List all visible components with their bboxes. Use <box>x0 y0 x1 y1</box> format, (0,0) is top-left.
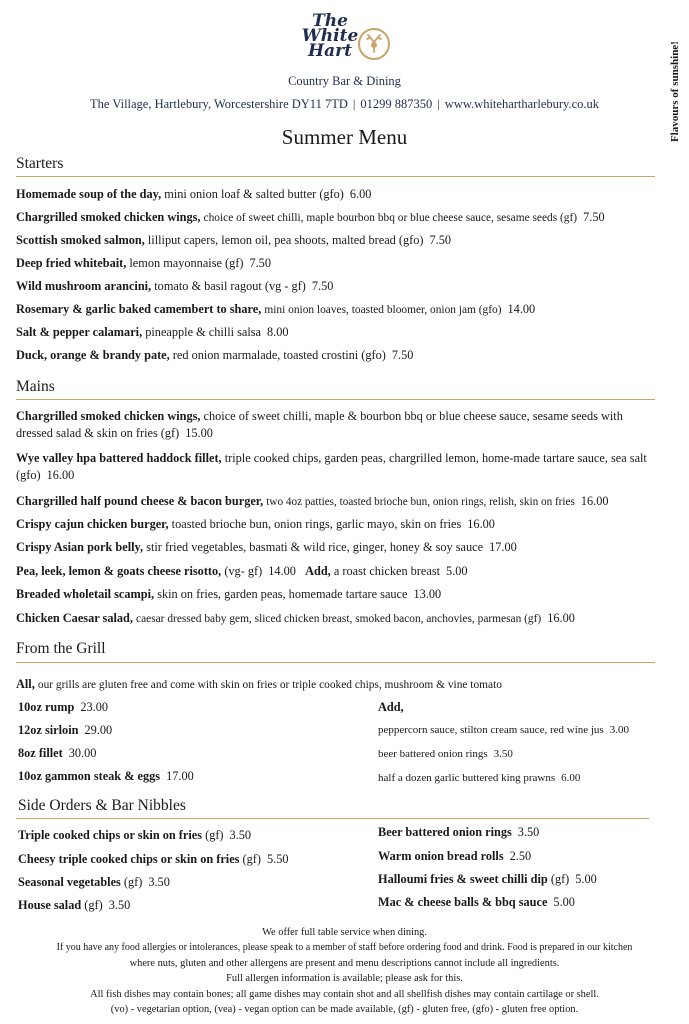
grill-intro: All, our grills are gluten free and come with skin on fries or triple cooked chips, mushroom & vine tomato <box>16 677 502 691</box>
page-title: Summer Menu <box>281 125 408 149</box>
menu-item: Rosemary & garlic baked camembert to share, mini onion loaves, toasted bloomer, onion jam (gfo) 14.00 <box>16 302 536 316</box>
side-item: Warm onion bread rolls 2.50 <box>378 849 532 863</box>
grill-item: 8oz fillet 30.00 <box>18 746 97 760</box>
menu-item: Crispy Asian pork belly, stir fried vegetables, basmati & wild rice, ginger, honey & soy sauce 17.00 <box>16 540 517 554</box>
grill-item: 10oz gammon steak & eggs 17.00 <box>18 769 194 783</box>
grill-item: 10oz rump 23.00 <box>18 700 109 714</box>
side-item: House salad (gf) 3.50 <box>18 898 131 912</box>
section-title-mains: Mains <box>16 378 55 395</box>
side-item: Mac & cheese balls & bbq sauce 5.00 <box>378 895 575 909</box>
footer-notes <box>0 925 689 1017</box>
menu-item: Chargrilled smoked chicken wings, choice of sweet chilli, maple & bourbon bbq or blue cheese sauce, sesame seeds with dressed salad & skin on fries (gf) 15.00 <box>16 409 623 440</box>
menu-item: Chargrilled half pound cheese & bacon burger, two 4oz patties, toasted brioche bun, onion rings, relish, skin on fries 16.00 <box>16 494 609 508</box>
section-divider <box>16 662 655 663</box>
contact-line: The Village, Hartlebury, Worcestershire DY11 7TD | 01299 887350 | www.whitehartharlebury.co.uk <box>89 97 600 111</box>
address: The Village, Hartlebury, Worcestershire DY11 7TD <box>89 97 348 111</box>
website-link[interactable]: www.whitehartharlebury.co.uk <box>444 97 600 111</box>
phone: 01299 887350 <box>360 97 433 111</box>
menu-item: Homemade soup of the day, mini onion loaf & salted butter (gfo) 6.00 <box>16 187 372 201</box>
menu-item: Duck, orange & brandy pate, red onion marmalade, toasted crostini (gfo) 7.50 <box>16 348 414 362</box>
menu-item: Pea, leek, lemon & goats cheese risotto, (vg- gf) 14.00 Add, a roast chicken breast 5.00 <box>16 564 468 578</box>
menu-item: Chicken Caesar salad, caesar dressed baby gem, sliced chicken breast, smoked bacon, anchovies, parmesan (gf) 16.00 <box>16 611 575 625</box>
section-title-sides: Side Orders & Bar Nibbles <box>18 797 186 814</box>
side-slogan: Flavours of sunshine! <box>669 41 681 142</box>
menu-item: Deep fried whitebait, lemon mayonnaise (gf) 7.50 <box>16 256 271 270</box>
grill-add-label: Add, <box>378 700 404 714</box>
menu-item: Breaded wholetail scampi, skin on fries, garden peas, homemade tartare sauce 13.00 <box>16 587 442 601</box>
grill-addon: peppercorn sauce, stilton cream sauce, red wine jus 3.00 <box>378 724 629 736</box>
menu-item: Wye valley hpa battered haddock fillet, triple cooked chips, garden peas, chargrilled lemon, home-made tartare sauce, sea salt (gfo) 16.00 <box>16 451 647 482</box>
side-item: Cheesy triple cooked chips or skin on fries (gf) 5.50 <box>18 852 289 866</box>
logo: The White Hart <box>301 11 359 61</box>
footer-line: All fish dishes may contain bones; all game dishes may contain shot and all shellfish dishes may contain cartilage or shell. <box>90 988 599 1000</box>
footer-line: (vo) - vegetarian option, (vea) - vegan option can be made available, (gf) - gluten free, (gfo) - gluten free option. <box>110 1004 579 1016</box>
stag-logo-icon <box>356 26 392 62</box>
section-title-grill: From the Grill <box>16 640 106 657</box>
tagline: Country Bar & Dining <box>288 74 401 88</box>
section-divider <box>16 818 649 819</box>
grill-item: 12oz sirloin 29.00 <box>18 723 113 737</box>
footer-line: If you have any food allergies or intolerances, please speak to a member of staff before ordering food and drink. Food is prepared in our kitchen <box>56 942 633 954</box>
grill-addon: beer battered onion rings 3.50 <box>378 748 513 760</box>
grill-addon: half a dozen garlic buttered king prawns 6.00 <box>378 772 581 784</box>
menu-item: Chargrilled smoked chicken wings, choice of sweet chilli, maple bourbon bbq or blue cheese sauce, sesame seeds (gf) 7.50 <box>16 210 605 224</box>
footer-line: Full allergen information is available; please ask for this. <box>226 973 463 985</box>
menu-item: Wild mushroom arancini, tomato & basil ragout (vg - gf) 7.50 <box>16 279 334 293</box>
section-divider <box>16 399 655 400</box>
menu-item: Scottish smoked salmon, lilliput capers, lemon oil, pea shoots, malted bread (gfo) 7.50 <box>16 233 451 247</box>
menu-item: Salt & pepper calamari, pineapple & chilli salsa 8.00 <box>16 325 289 339</box>
side-item: Triple cooked chips or skin on fries (gf) 3.50 <box>18 828 252 842</box>
side-item: Seasonal vegetables (gf) 3.50 <box>18 875 170 889</box>
menu-item: Crispy cajun chicken burger, toasted brioche bun, onion rings, garlic mayo, skin on fries 16.00 <box>16 517 495 531</box>
side-item: Beer battered onion rings 3.50 <box>378 825 540 839</box>
footer-line: where nuts, gluten and other allergens are present and menu descriptions cannot include all ingredients. <box>129 957 560 969</box>
section-divider <box>16 176 655 177</box>
footer-line: We offer full table service when dining. <box>262 927 427 938</box>
section-title-starters: Starters <box>16 155 64 172</box>
side-item: Halloumi fries & sweet chilli dip (gf) 5.00 <box>378 872 597 886</box>
